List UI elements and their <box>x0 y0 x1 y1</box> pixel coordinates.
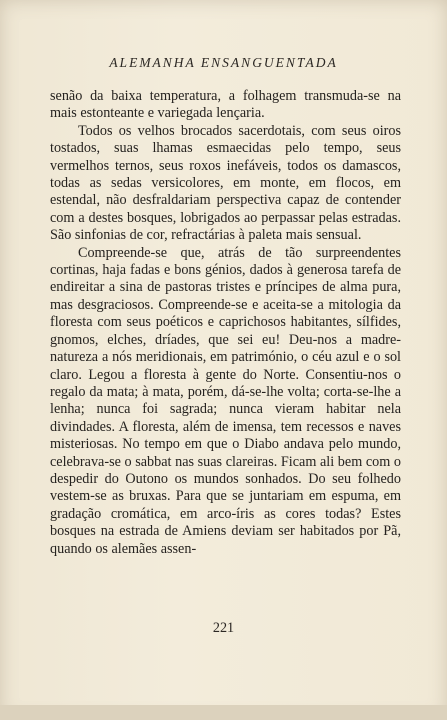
page-bottom-edge <box>0 705 447 720</box>
paragraph: Compreende-se que, atrás de tão surpreendentes cortinas, haja fadas e bons génios, dados à generosa tarefa de endireitar a sina de pastoras tristes e príncipes de alma pura, mas desgraciosos. Compreende-se e aceita-se a mitologia da floresta com seus poéticos e caprichosos habitantes, sílfides, gnomos, elches, dríades, que sei eu! Deu-nos a madre-natureza a nós meridionais, em património, o céu azul e o sol claro. Legou a floresta à gente do Norte. Consentiu-nos o regalo da mata; à mata, porém, dá-se-lhe volta; corta-se-lhe a lenha; nunca foi sagrada; nunca vieram habitar nela divindades. A floresta, além de imensa, tem recessos e naves misteriosas. No tempo em que o Diabo andava pelo mundo, celebrava-se o sabbat nas suas clareiras. Ficam ali bem com o despedir do Outono os mundos sonhados. Do seu folhedo vestem-se as bruxas. Para que se juntariam em espuma, em gradação cromática, em arco-íris as cores todas? Estes bosques na estrada de Amiens deviam ser habitados por Pã, quando os alemães assen- <box>50 244 401 557</box>
running-head: ALEMANHA ENSANGUENTADA <box>109 55 338 70</box>
paragraph: senão da baixa temperatura, a folhagem transmuda-se na mais estonteante e variegada lençaria. <box>50 88 401 122</box>
paragraph: Todos os velhos brocados sacerdotais, com seus oiros tostados, suas lhamas esmaecidas pelo tempo, seus vermelhos ternos, seus roxos inefáveis, todos os damascos, todas as sedas versicolores, em monte, em flocos, em estendal, não desfraldariam perspectiva capaz de contender com a destes bosques, lobrigados ao perpassar pelas estradas. São sinfonias de cor, refractárias à paleta mais sensual. <box>50 122 401 244</box>
body-text <box>50 88 401 558</box>
page-number: 221 <box>212 620 235 636</box>
